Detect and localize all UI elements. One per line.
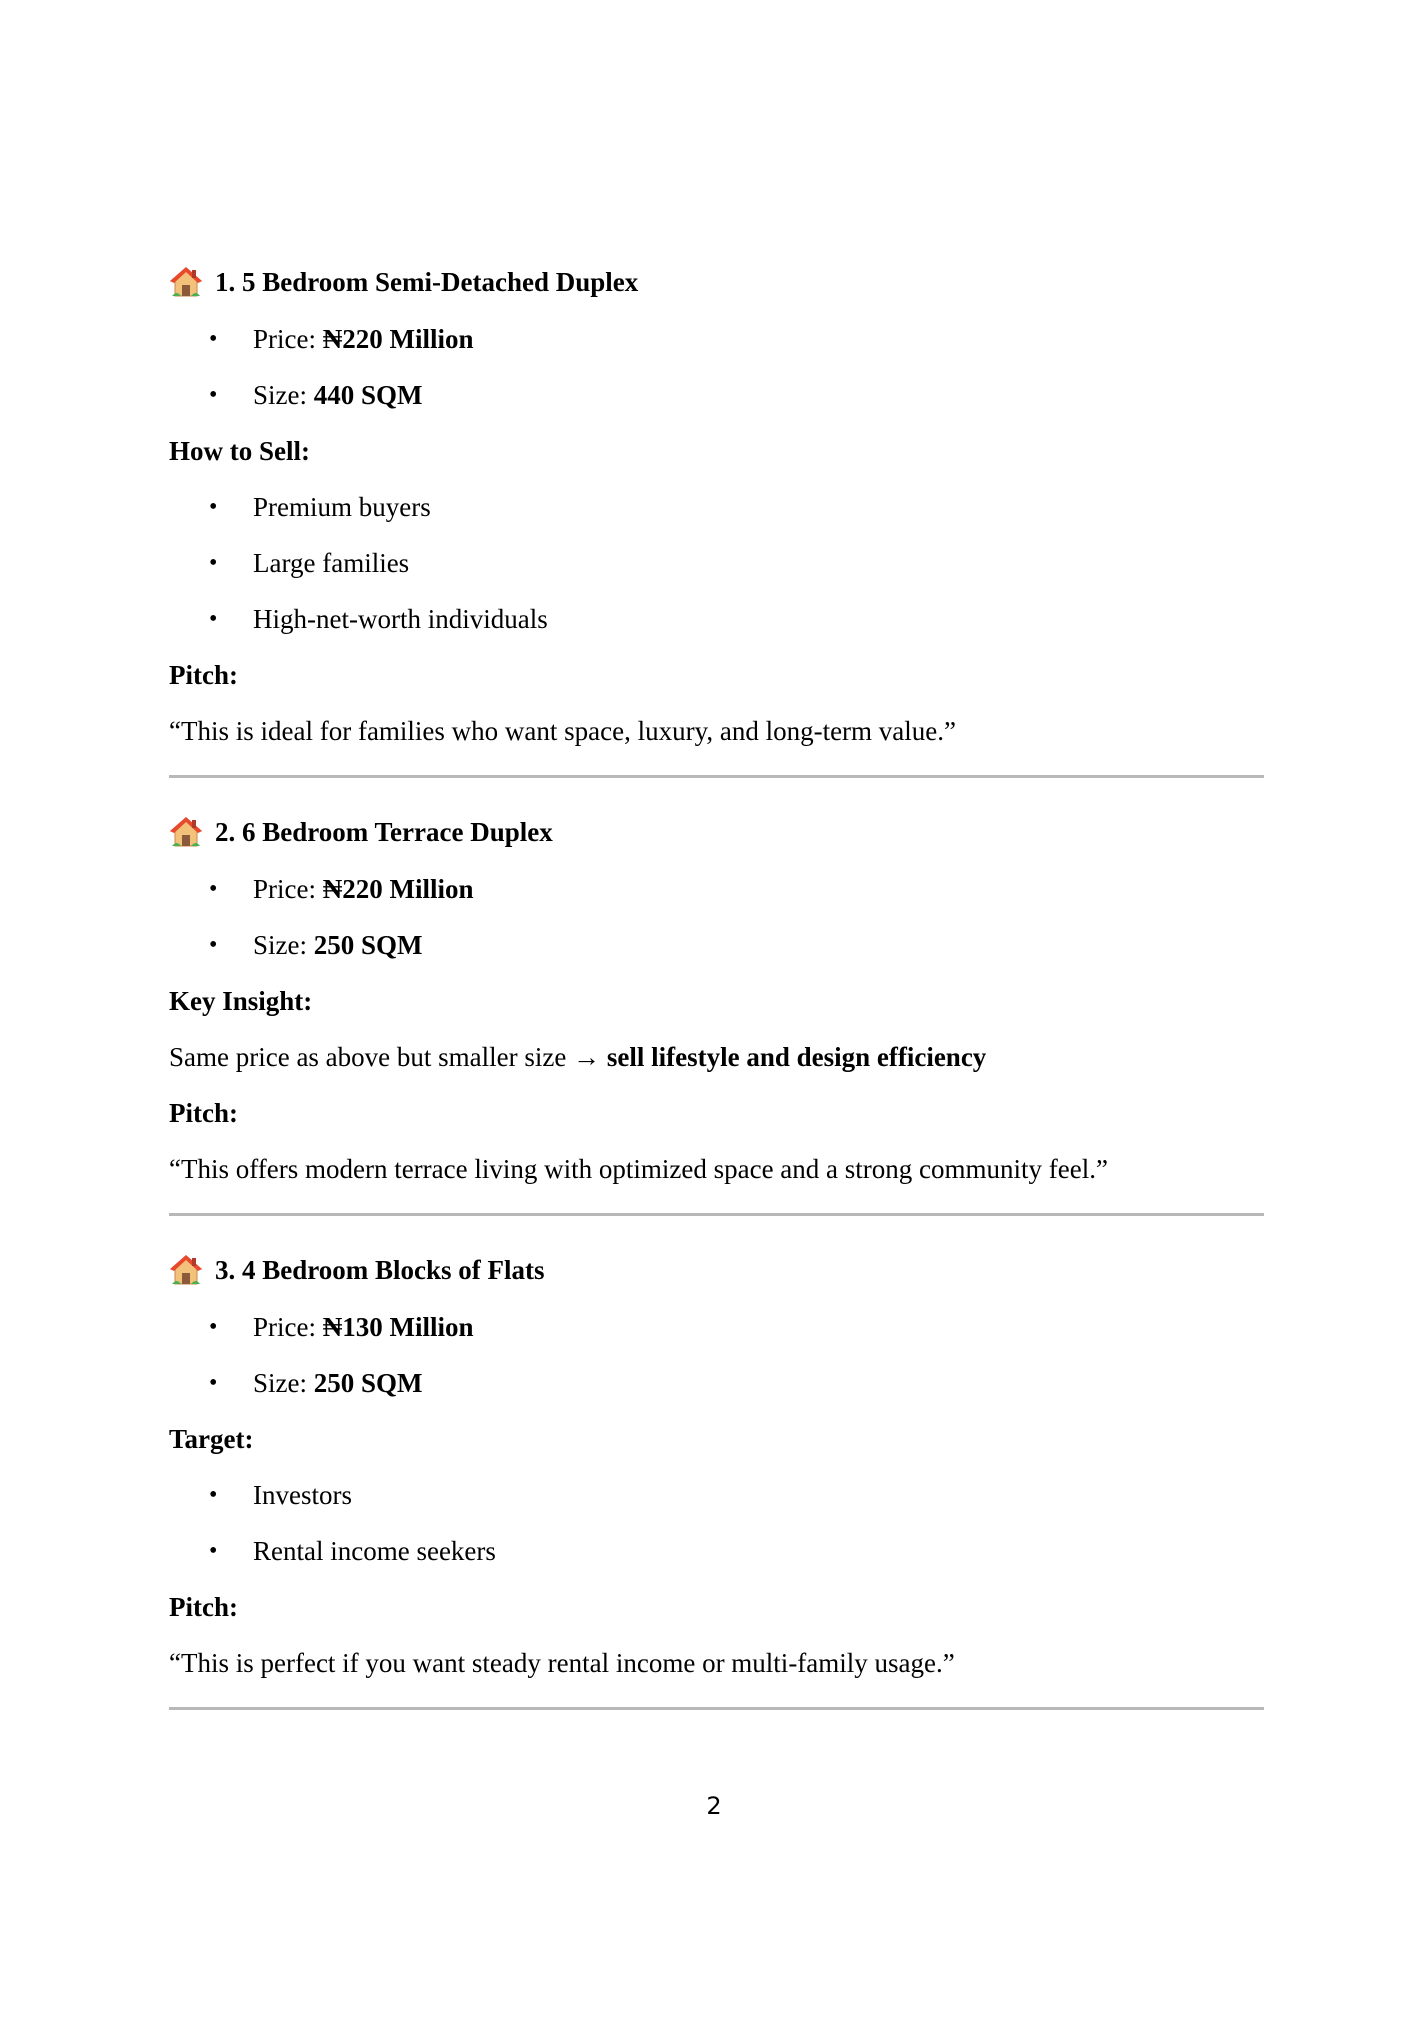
pitch-text: “This is perfect if you want steady rental income or multi-family usage.” [169, 1648, 955, 1678]
house-icon [169, 1254, 203, 1286]
price-item: • Price: ₦220 Million [169, 319, 1264, 359]
spec-list [169, 869, 1264, 965]
list-item: • Rental income seekers [169, 1531, 1264, 1571]
list-item: • Large families [169, 543, 1264, 583]
target-label: Target: [169, 1424, 254, 1454]
price-item: • Price: ₦220 Million [169, 869, 1264, 909]
pitch-label: Pitch: [169, 1592, 238, 1622]
pitch-label: Pitch: [169, 660, 238, 690]
price-value: ₦220 Million [322, 874, 474, 904]
price-item: • Price: ₦130 Million [169, 1307, 1264, 1347]
size-item: • Size: 250 SQM [169, 1363, 1264, 1403]
audience-list [169, 1475, 1264, 1571]
price-value: ₦220 Million [322, 324, 474, 354]
price-value: ₦130 Million [322, 1312, 474, 1342]
page-content [169, 262, 1264, 1710]
property-section-1 [169, 262, 1264, 751]
section-divider [169, 1213, 1264, 1216]
list-item: • Investors [169, 1475, 1264, 1515]
insight-text: Same price as above but smaller size → sell lifestyle and design efficiency [169, 1042, 987, 1072]
section-heading [169, 1250, 1264, 1290]
spec-list [169, 1307, 1264, 1403]
section-divider [169, 775, 1264, 778]
audience-list [169, 487, 1264, 639]
property-section-2 [169, 812, 1264, 1189]
list-item: • High-net-worth individuals [169, 599, 1264, 639]
section-heading [169, 262, 1264, 302]
house-icon [169, 266, 203, 298]
size-value: 250 SQM [313, 1368, 423, 1398]
pitch-text: “This offers modern terrace living with optimized space and a strong community feel.” [169, 1154, 1108, 1184]
section-divider [169, 1707, 1264, 1710]
size-item: • Size: 440 SQM [169, 375, 1264, 415]
insight-emphasis: sell lifestyle and design efficiency [606, 1042, 987, 1072]
pitch-text: “This is ideal for families who want space, luxury, and long-term value.” [169, 716, 957, 746]
house-icon [169, 816, 203, 848]
size-value: 440 SQM [313, 380, 423, 410]
section-heading [169, 812, 1264, 852]
section-heading-text: 3. 4 Bedroom Blocks of Flats [215, 1254, 545, 1285]
key-insight-label: Key Insight: [169, 986, 313, 1016]
pitch-label: Pitch: [169, 1098, 238, 1128]
list-item: • Premium buyers [169, 487, 1264, 527]
page-number: 2 [706, 1792, 722, 1820]
section-heading-text: 1. 5 Bedroom Semi-Detached Duplex [215, 266, 639, 297]
size-item: • Size: 250 SQM [169, 925, 1264, 965]
size-value: 250 SQM [313, 930, 423, 960]
spec-list [169, 319, 1264, 415]
how-to-sell-label: How to Sell: [169, 436, 310, 466]
section-heading-text: 2. 6 Bedroom Terrace Duplex [215, 816, 553, 847]
property-section-3 [169, 1250, 1264, 1683]
